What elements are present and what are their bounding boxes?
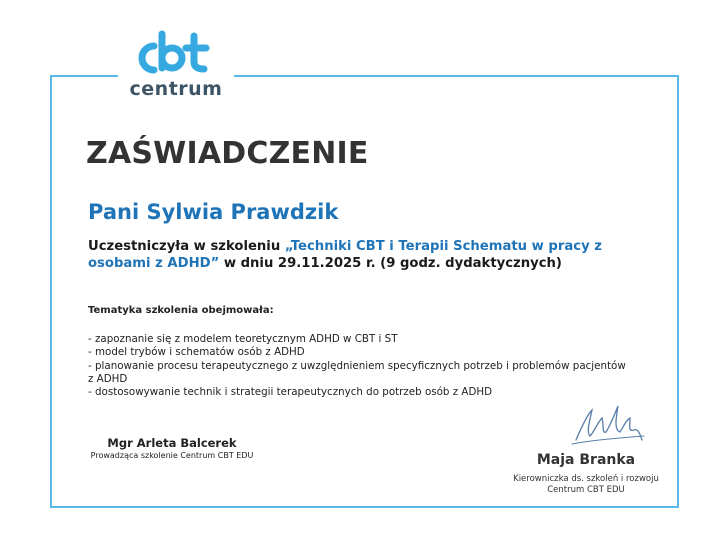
topic-item: - planowanie procesu terapeutycznego z uwzględnieniem specyficznych potrzeb i problemów pacjentów z ADHD bbox=[88, 359, 626, 385]
topics-heading: Tematyka szkolenia obejmowała: bbox=[88, 305, 274, 316]
cbt-logo-mark bbox=[132, 28, 220, 80]
cbt-centrum-logo bbox=[118, 28, 234, 104]
training-name: „Techniki CBT i Terapii Schematu w pracy z osobami z ADHD” bbox=[88, 239, 602, 271]
statement-prefix: Uczestniczyła w szkoleniu bbox=[88, 239, 285, 254]
left-signatory-name: Mgr Arleta Balcerek bbox=[107, 436, 237, 450]
participation-statement bbox=[88, 238, 608, 272]
right-signatory-organization: Centrum CBT EDU bbox=[547, 485, 625, 495]
left-signatory-role: Prowadząca szkolenie Centrum CBT EDU bbox=[90, 451, 254, 460]
topic-item: - model trybów i schematów osób z ADHD bbox=[88, 346, 305, 359]
recipient-name: Pani Sylwia Prawdzik bbox=[88, 200, 339, 224]
handwritten-signature bbox=[568, 396, 648, 452]
topics-list bbox=[88, 333, 628, 399]
right-signatory-name: Maja Branka bbox=[536, 452, 636, 468]
topic-item: - zapoznanie się z modelem teoretycznym ADHD w CBT i ST bbox=[88, 333, 398, 345]
logo-subtitle: centrum bbox=[129, 78, 223, 100]
certificate-title: ZAŚWIADCZENIE bbox=[86, 136, 369, 171]
topic-item: - dostosowywanie technik i strategii terapeutycznych do potrzeb osób z ADHD bbox=[88, 386, 493, 399]
statement-suffix: w dniu 29.11.2025 r. (9 godz. dydaktycznych) bbox=[219, 256, 562, 271]
right-signatory-role: Kierowniczka ds. szkoleń i rozwoju bbox=[513, 474, 659, 484]
